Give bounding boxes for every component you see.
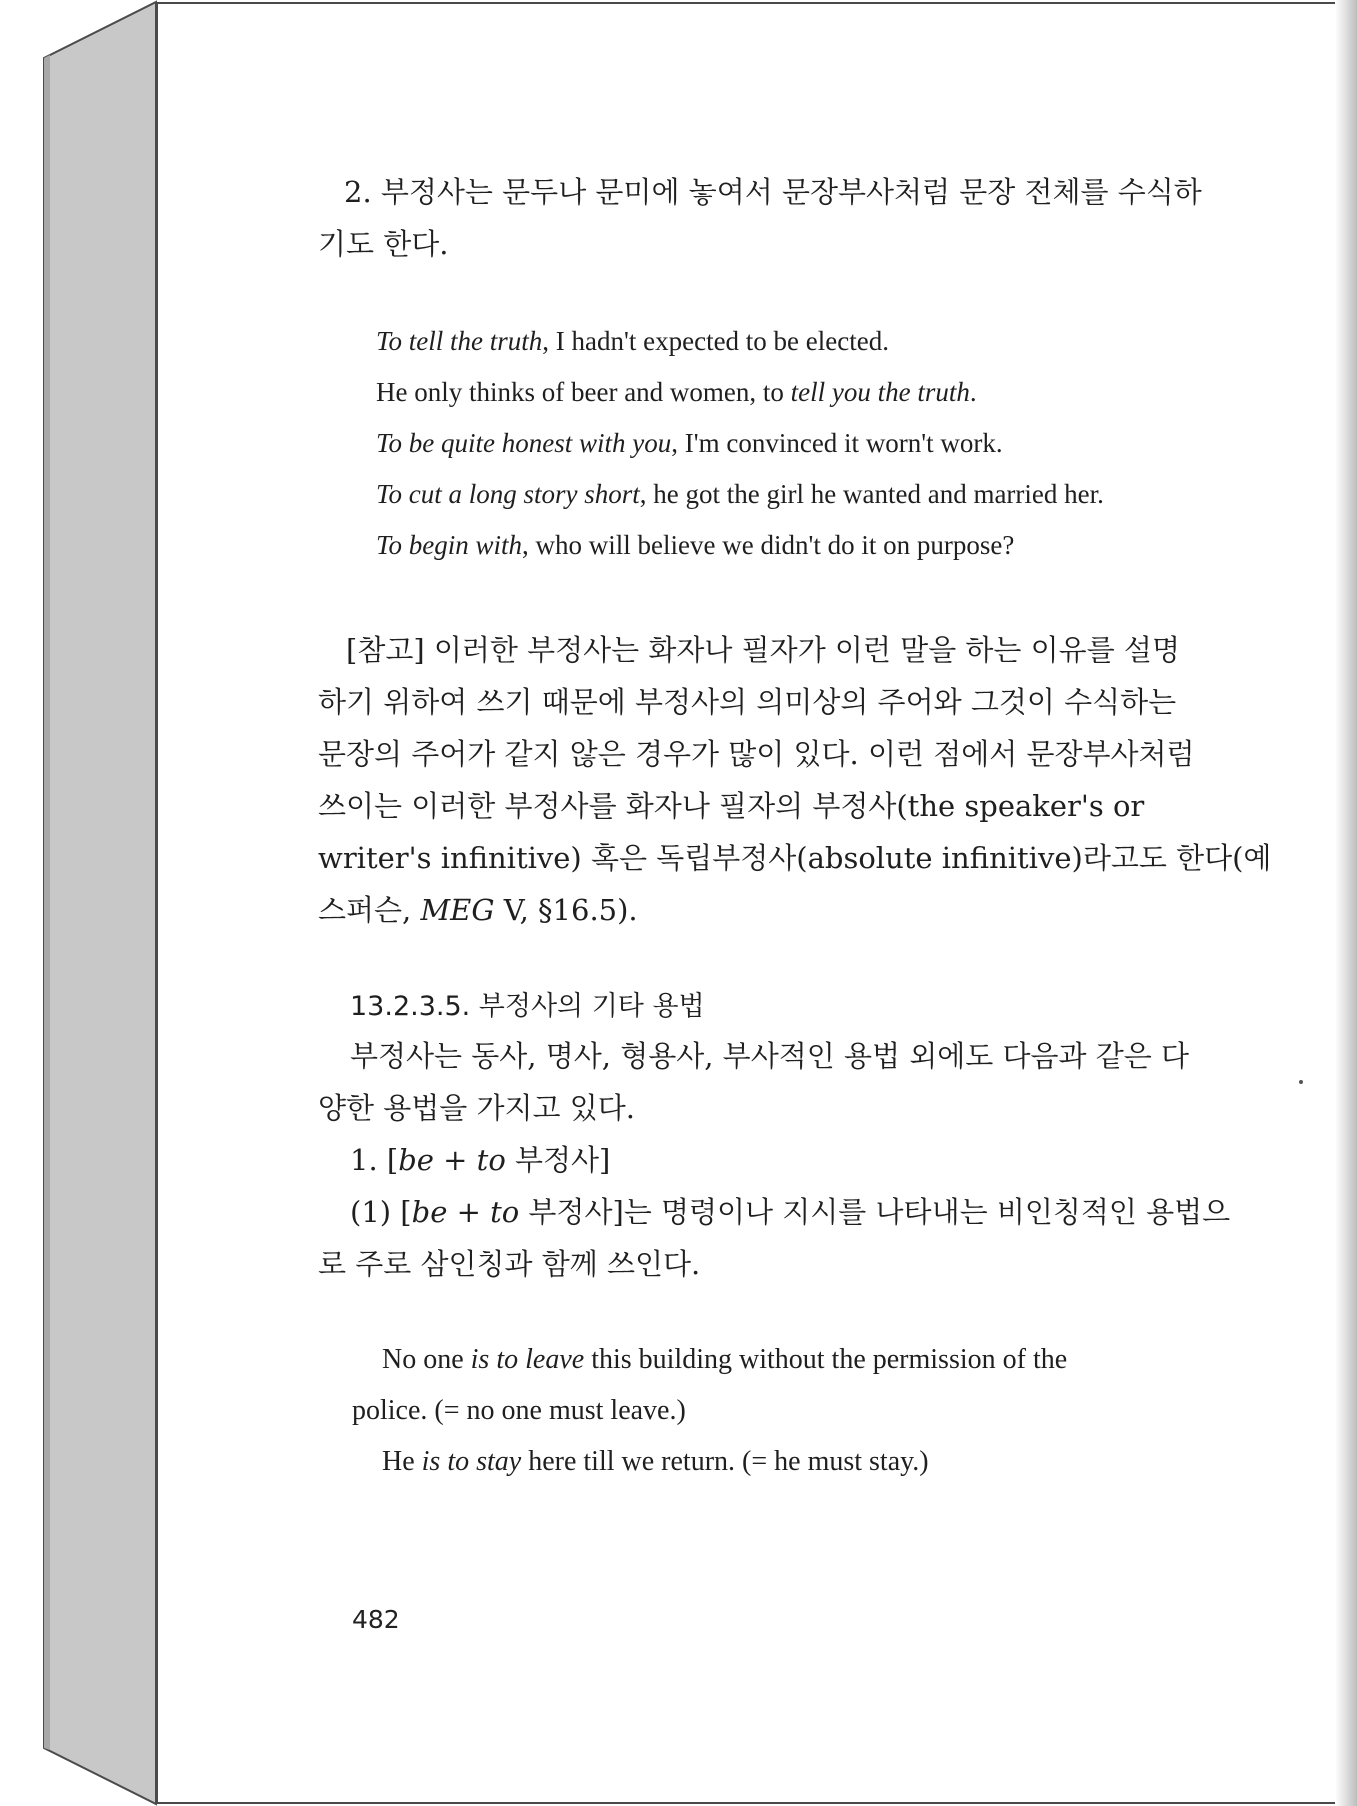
item-1-1-line-2: 로 주로 삼인칭과 함께 쓰인다. bbox=[318, 1247, 701, 1281]
example-text: He only thinks of beer and women, to bbox=[376, 377, 791, 407]
example-italic-phrase: To cut a long story short bbox=[376, 479, 640, 509]
example-italic-phrase: is to stay bbox=[421, 1446, 522, 1477]
example-italic-phrase: To tell the truth bbox=[376, 326, 543, 356]
item-text: 1. [ bbox=[350, 1143, 399, 1177]
note-line-5: writer's infinitive) 혹은 독립부정사(absolute infinitive)라고도 한다(예 bbox=[318, 841, 1272, 875]
note-text: 스퍼슨, bbox=[318, 893, 421, 927]
example-text: , he got the girl he wanted and married her. bbox=[639, 479, 1104, 509]
example-sentence bbox=[376, 520, 1246, 571]
example-sentence bbox=[376, 418, 1246, 469]
example-sentence-continuation: police. (= no one must leave.) bbox=[352, 1395, 686, 1426]
book-spine bbox=[0, 0, 170, 1806]
example-italic-phrase: To begin with bbox=[376, 530, 523, 560]
example-text: . bbox=[969, 377, 977, 407]
note-line-6 bbox=[318, 884, 1242, 936]
subsection-body bbox=[318, 1030, 1242, 1290]
example-text: , who will believe we didn't do it on purpose? bbox=[522, 530, 1015, 560]
example-italic-phrase: is to leave bbox=[470, 1344, 585, 1375]
note-line-1: [참고] 이러한 부정사는 화자나 필자가 이런 말을 하는 이유를 설명 bbox=[346, 633, 1180, 667]
page-edge-shadow bbox=[1335, 0, 1357, 1806]
example-list-1 bbox=[376, 316, 1246, 571]
example-text: , I hadn't expected to be elected. bbox=[542, 326, 889, 356]
example-sentence bbox=[376, 316, 1246, 367]
note-italic: MEG bbox=[420, 893, 495, 927]
example-sentence bbox=[352, 1334, 1242, 1385]
example-text: , I'm convinced it worn't work. bbox=[671, 428, 1003, 458]
example-sentence bbox=[352, 1436, 1242, 1487]
note-line-4: 쓰이는 이러한 부정사를 화자나 필자의 부정사(the speaker's or bbox=[318, 789, 1145, 823]
item-text: (1) [ bbox=[350, 1195, 412, 1229]
item-1-1 bbox=[318, 1186, 1242, 1238]
note-line-2: 하기 위하여 쓰기 때문에 부정사의 의미상의 주어와 그것이 수식하는 bbox=[318, 685, 1177, 719]
example-list-2 bbox=[352, 1334, 1242, 1487]
example-text: here till we return. (= he must stay.) bbox=[521, 1446, 929, 1477]
example-italic-phrase: tell you the truth bbox=[790, 377, 970, 407]
section-2-line-1: 2. 부정사는 문두나 문미에 놓여서 문장부사처럼 문장 전체를 수식하 bbox=[344, 175, 1202, 209]
example-text: this building without the permission of the bbox=[584, 1344, 1068, 1375]
note-paragraph bbox=[318, 624, 1272, 936]
subsection-intro-line-1: 부정사는 동사, 명사, 형용사, 부사적인 용법 외에도 다음과 같은 다 bbox=[350, 1039, 1189, 1073]
section-2-paragraph bbox=[318, 166, 1242, 270]
example-italic-phrase: To be quite honest with you bbox=[376, 428, 672, 458]
subsection-heading: 13.2.3.5. 부정사의 기타 용법 bbox=[350, 991, 705, 1022]
note-text: V, §16.5). bbox=[494, 893, 638, 927]
item-italic: be + to bbox=[411, 1195, 520, 1229]
item-text: 부정사] bbox=[505, 1143, 611, 1177]
example-sentence bbox=[376, 367, 1246, 418]
page-number: 482 bbox=[352, 1605, 400, 1634]
note-line-3: 문장의 주어가 같지 않은 경우가 많이 있다. 이런 점에서 문장부사처럼 bbox=[318, 737, 1195, 771]
item-1 bbox=[318, 1134, 1242, 1186]
item-italic: be + to bbox=[398, 1143, 506, 1177]
example-sentence bbox=[376, 469, 1246, 520]
stray-dot bbox=[1299, 1080, 1303, 1084]
subsection-intro-line-2: 양한 용법을 가지고 있다. bbox=[318, 1091, 636, 1125]
example-text: No one bbox=[382, 1344, 471, 1375]
item-text: 부정사]는 명령이나 지시를 나타내는 비인칭적인 용법으 bbox=[519, 1195, 1231, 1229]
example-text: He bbox=[382, 1446, 422, 1477]
section-2-line-2: 기도 한다. bbox=[318, 227, 449, 261]
